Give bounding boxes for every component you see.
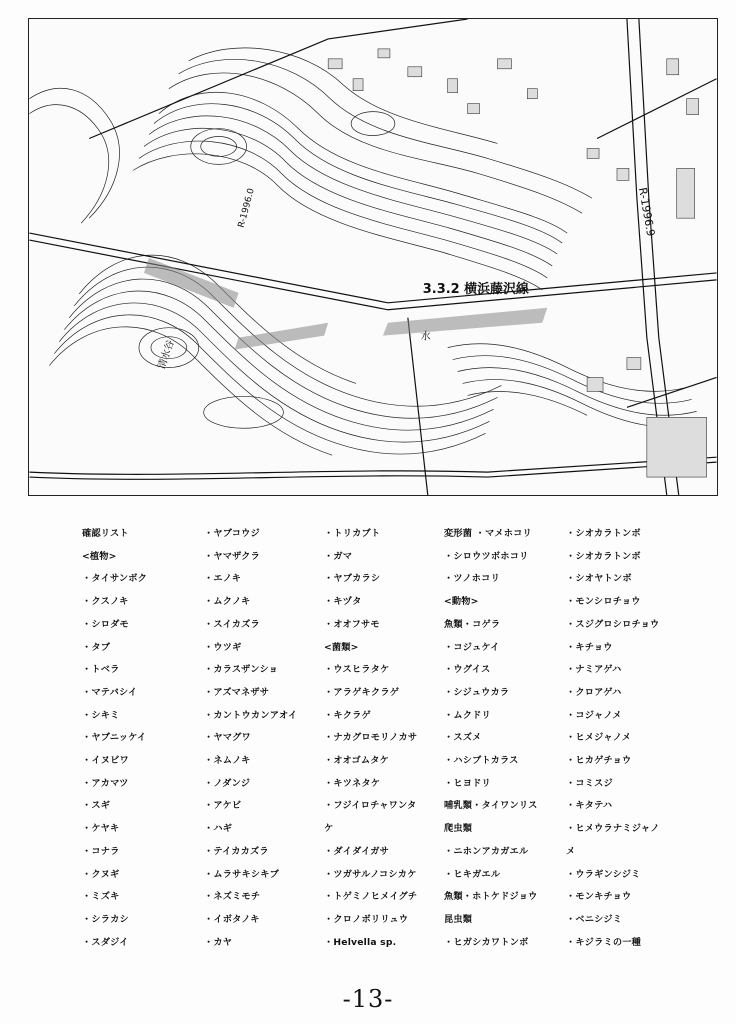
species-entry: ・コジュケイ — [444, 641, 500, 653]
species-entry: ・ウスヒラタケ — [324, 664, 390, 676]
species-entry: ・ムクノキ — [204, 596, 251, 608]
species-entry: ・ハシブトカラス — [444, 755, 519, 766]
species-entry: ・キジラミの一種 — [566, 936, 642, 948]
species-entry: ・ツガサルノコシカケ — [324, 868, 417, 880]
species-entry: ・スジグロシロチョウ — [566, 618, 660, 630]
species-entry: 変形菌 ・マメホコリ — [444, 528, 532, 539]
species-entry: ・コナラ — [82, 845, 120, 857]
species-entry: ・キヅタ — [324, 596, 362, 608]
species-entry: ・クロアゲハ — [566, 686, 622, 698]
species-entry: ・シジュウカラ — [444, 686, 510, 698]
species-entry: ・トベラ — [82, 664, 120, 676]
topographic-map — [28, 18, 718, 496]
species-entry: ・シキミ — [82, 709, 120, 721]
species-entry: メ — [566, 845, 576, 857]
species-entry: ・ヤマグワ — [204, 732, 251, 744]
species-entry: ・ナミアゲハ — [566, 664, 622, 676]
species-entry: ・コミスジ — [566, 777, 613, 789]
species-entry: ・ネズミモチ — [204, 891, 261, 903]
species-entry: <植物> — [82, 550, 117, 562]
species-entry: 哺乳類・タイワンリス — [444, 800, 538, 812]
species-entry: ・ネムノキ — [204, 755, 251, 766]
species-entry: ・ヒメジャノメ — [566, 732, 632, 744]
species-entry: ・オオゴムタケ — [324, 755, 390, 766]
species-entry: ・テイカカズラ — [204, 845, 269, 857]
species-entry: ・カラスザンショ — [204, 664, 279, 676]
species-entry: ・モンキチョウ — [566, 891, 632, 903]
small-road-code: R-1996.0 — [236, 187, 257, 229]
species-entry: ・シオカラトンボ — [566, 550, 641, 562]
page-number: -13- — [342, 985, 394, 1013]
species-entry: ・シロダモ — [82, 618, 129, 630]
species-entry: ・アズマネザサ — [204, 686, 270, 698]
species-entry: ・クヌギ — [82, 868, 120, 880]
species-entry: ・オオフサモ — [324, 618, 380, 630]
species-entry: <菌類> — [324, 641, 359, 653]
species-entry: ・キチョウ — [566, 641, 613, 653]
route-label: 3.3.2 横浜藤沢線 — [422, 281, 529, 297]
species-entry: ・エノキ — [204, 573, 242, 585]
species-entry: ・イヌビワ — [82, 755, 129, 766]
species-entry: 魚類・ホトケドジョウ — [444, 891, 538, 903]
species-entry: ・モンシロチョウ — [566, 596, 641, 608]
species-list — [82, 528, 722, 960]
species-entry: ・フジイロチャワンタ — [324, 800, 417, 812]
species-entry: ・ウツギ — [204, 641, 242, 653]
species-entry: ・ヒメウラナミジャノ — [566, 823, 660, 835]
species-entry: ・ナカグロモリノカサ — [324, 732, 418, 744]
species-entry: ・ニホンアカガエル — [444, 845, 529, 857]
species-entry: ケ — [324, 823, 334, 835]
species-entry: ・ウラギンシジミ — [566, 868, 641, 880]
species-entry: ・スイカズラ — [204, 618, 260, 630]
species-entry: ・シラカシ — [82, 913, 129, 925]
species-entry: ・アケビ — [204, 800, 242, 812]
species-entry: ・ツノホコリ — [444, 573, 500, 585]
species-entry: ・Helvella sp. — [324, 936, 397, 948]
species-entry: ・コジャノメ — [566, 709, 622, 721]
species-entry: ・イボタノキ — [204, 913, 260, 925]
species-entry: ・アカマツ — [82, 777, 129, 789]
species-entry: ・カントウカンアオイ — [204, 709, 298, 721]
species-entry: ・キクラゲ — [324, 709, 371, 721]
species-entry: ・スズメ — [444, 732, 482, 744]
species-entry: ・ムクドリ — [444, 709, 491, 721]
species-entry: ・ウグイス — [444, 664, 491, 676]
species-entry: ・キツネタケ — [324, 777, 381, 789]
species-entry: ・ノダンジ — [204, 777, 251, 789]
species-entry: ・ヤマザクラ — [204, 550, 260, 562]
species-entry: 昆虫類 — [444, 913, 473, 925]
species-entry: ・ベニシジミ — [566, 913, 623, 925]
species-entry: ・ヒキガエル — [444, 868, 501, 880]
species-entry: ・ヤブカラシ — [324, 573, 381, 585]
species-entry: ・スギ — [82, 800, 111, 812]
species-entry: ・ヤブコウジ — [204, 528, 260, 539]
species-entry: ・ヒカゲチョウ — [566, 755, 632, 766]
species-entry: ・クスノキ — [82, 596, 129, 608]
species-entry: ・トゲミノヒメイグチ — [324, 891, 418, 903]
species-entry: ・シロウツボホコリ — [444, 550, 529, 562]
road-code-label: R-1996.9 — [635, 186, 658, 238]
species-entry: ・マテバシイ — [82, 686, 138, 698]
species-entry: ・ハギ — [204, 823, 233, 835]
species-entry: ・ヒヨドリ — [444, 777, 491, 789]
species-entry: ・スダジイ — [82, 936, 129, 948]
species-entry: ・クロノボリリュウ — [324, 913, 409, 925]
species-entry: ・ケヤキ — [82, 823, 120, 835]
species-entry: 爬虫類 — [444, 823, 473, 835]
place-label: 清水谷 — [156, 338, 177, 371]
species-entry: ・カヤ — [204, 936, 233, 948]
species-entry: ・ヒガシカワトンボ — [444, 936, 529, 948]
species-entry: ・タイサンボク — [82, 573, 148, 585]
small-map-label: 水 — [420, 331, 431, 343]
species-entry: ・ムラサキシキブ — [204, 868, 280, 880]
species-entry: ・ヤブニッケイ — [82, 732, 147, 744]
species-entry: ・アラゲキクラゲ — [324, 686, 400, 698]
species-entry: ・トリカブト — [324, 528, 381, 539]
species-entry: ・シオヤトンボ — [566, 573, 632, 585]
species-entry: 確認リスト — [82, 528, 129, 539]
species-entry: ・キタテハ — [566, 800, 613, 812]
species-entry: 魚類・コゲラ — [444, 618, 501, 630]
map-drawing — [29, 19, 717, 495]
species-entry: ・タブ — [82, 641, 111, 653]
species-entry: ・ダイダイガサ — [324, 845, 390, 857]
species-entry: ・シオカラトンボ — [566, 528, 641, 539]
species-entry: <動物> — [444, 596, 479, 608]
species-entry: ・ガマ — [324, 550, 353, 562]
species-entry: ・ミズキ — [82, 891, 120, 903]
